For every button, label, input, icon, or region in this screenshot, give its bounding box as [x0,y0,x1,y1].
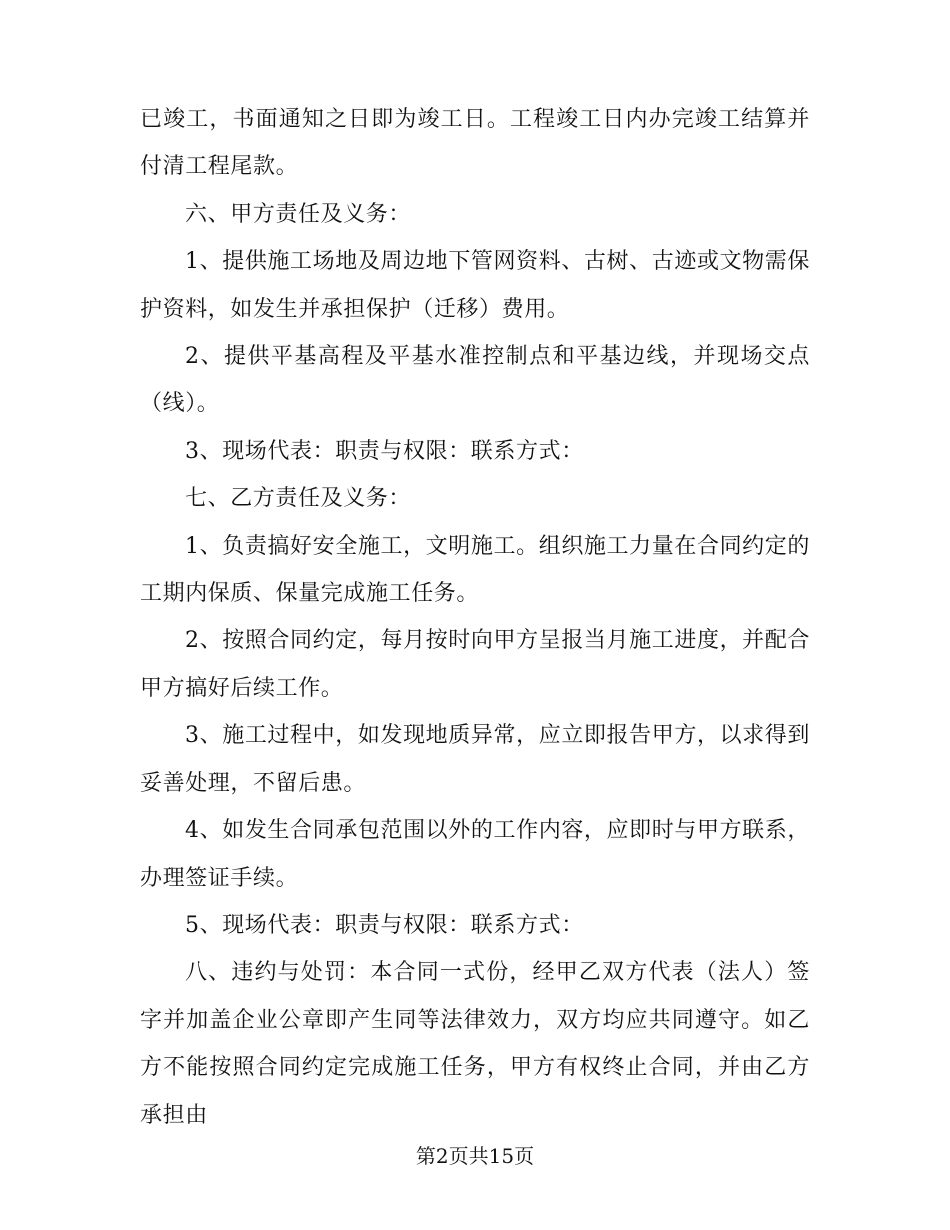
heading-party-a-duties: 六、甲方责任及义务： [185,201,412,227]
page-number-footer: 第2页共15页 [415,1144,535,1168]
paragraph-completion-payment: 已竣工，书面通知之日即为竣工日。工程竣工日内办完竣工结算并付清工程尾款。 [140,107,810,180]
paragraph-breach-penalty: 八、违约与处罚：本合同一式份，经甲乙双方代表（法人）签字并加盖企业公章即产生同等法律效力，双方均应共同遵守。如乙方不能按照合同约定完成施工任务，甲方有权终止合同，并由乙方承担由 [140,960,810,1128]
paragraph-party-a-item-2: 2、提供平基高程及平基水准控制点和平基边线，并现场交点（线）。 [140,344,810,417]
paragraph-party-a-item-1: 1、提供施工场地及周边地下管网资料、古树、古迹或文物需保护资料，如发生并承担保护（迁移）费用。 [140,249,810,322]
document-body [140,96,810,1139]
paragraph-party-b-item-1: 1、负责搞好安全施工，文明施工。组织施工力量在合同约定的工期内保质、保量完成施工任务。 [140,533,810,607]
heading-party-b-duties: 七、乙方责任及义务： [185,486,412,512]
paragraph-party-b-item-4: 4、如发生合同承包范围以外的工作内容，应即时与甲方联系，办理签证手续。 [140,818,810,891]
paragraph-party-b-item-3: 3、施工过程中，如发现地质异常，应立即报告甲方，以求得到妥善处理，不留后患。 [140,723,810,796]
paragraph-party-b-item-5: 5、现场代表：职责与权限：联系方式： [185,912,584,938]
paragraph-party-b-item-2: 2、按照合同约定，每月按时向甲方呈报当月施工进度，并配合甲方搞好后续工作。 [140,628,810,701]
paragraph-party-a-item-3: 3、现场代表：职责与权限：联系方式： [185,438,584,464]
